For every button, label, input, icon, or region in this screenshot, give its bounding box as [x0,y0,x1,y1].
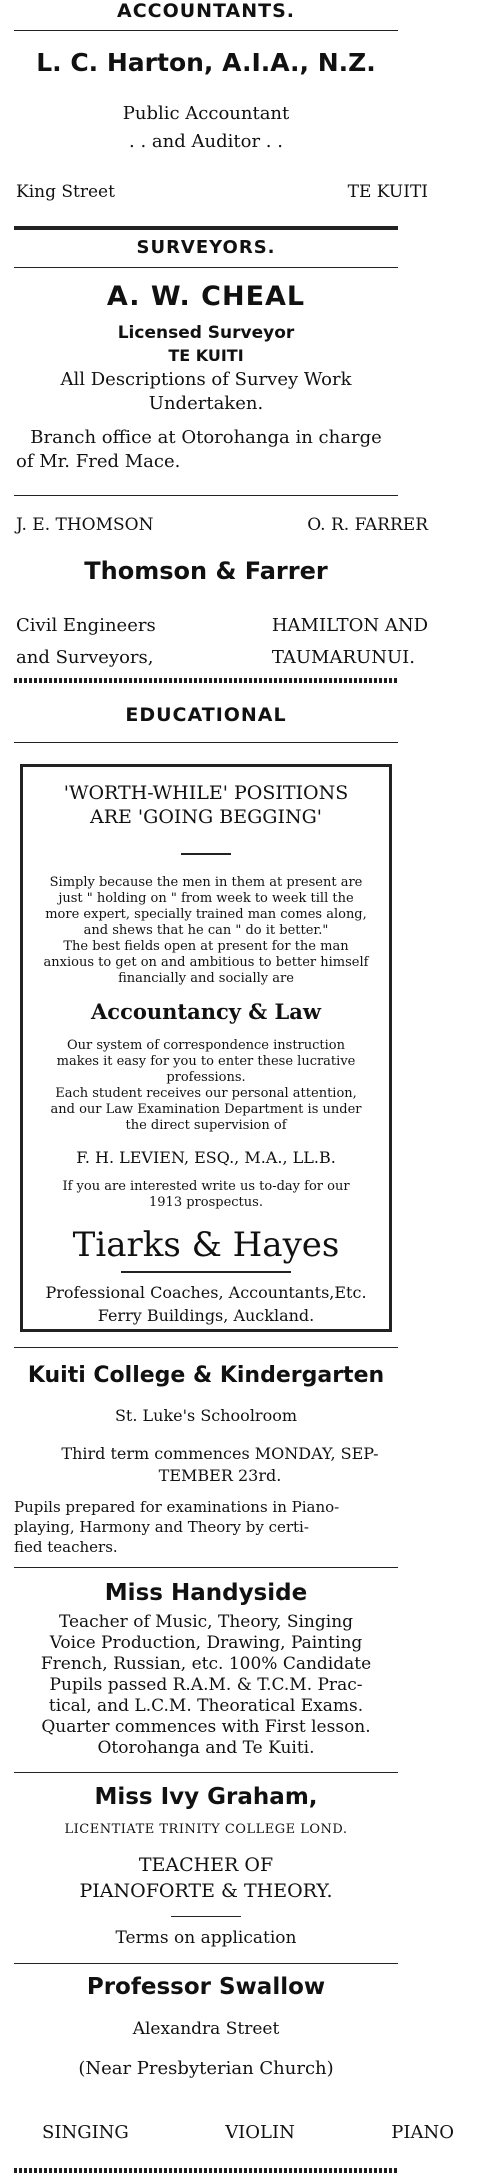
text-line: professions. [166,1070,246,1085]
text-line: PIANOFORTE & THEORY. [79,1880,333,1902]
educational-heading: EDUCATIONAL [125,704,287,726]
surveyor-desc-1: All Descriptions of Survey Work [60,369,352,390]
text-line: Each student receives our personal attention, [55,1086,357,1101]
dotted-divider [14,2168,398,2173]
text-line: Pupils passed R.A.M. & T.C.M. Prac- [49,1675,363,1695]
tiarks-hayes-ad [20,764,392,1332]
short-rule [181,853,231,855]
divider [14,1963,398,1964]
surveyor-desc-2: Undertaken. [148,393,264,414]
graham-teacher [0,1852,412,1904]
graham-terms: Terms on application [115,1928,297,1948]
divider [14,30,398,31]
text-line: 1913 prospectus. [149,1195,263,1210]
subject-singing: SINGING [42,2122,129,2143]
text-line: TEMBER 23rd. [158,1466,282,1485]
text-line: anxious to get on and ambitious to better himself [43,955,369,970]
text-line: playing, Harmony and Theory by certi- [14,1518,309,1536]
accountant-town: TE KUITI [347,182,428,202]
subject-violin: VIOLIN [225,2122,295,2143]
ad-para-3 [23,1179,389,1211]
text-line: TEACHER OF [138,1854,274,1876]
college-place: St. Luke's Schoolroom [114,1406,298,1425]
ad-para-1 [23,875,389,987]
accountant-name: L. C. Harton, A.I.A., N.Z. [36,48,376,77]
engineer-left-col [16,610,156,674]
text-line: Our system of correspondence instruction [66,1038,345,1053]
ad-supervisor: F. H. LEVIEN, ESQ., M.A., LL.B. [76,1148,336,1167]
engineer-firm: Thomson & Farrer [84,557,328,585]
surveyor-branch-1: Branch office at Otorohanga in charge [30,427,382,448]
text-line: Otorohanga and Te Kuiti. [97,1738,315,1758]
divider [14,267,398,268]
swallow-name: Professor Swallow [86,1974,326,2000]
ad-title-1: 'WORTH-WHILE' POSITIONS [63,782,349,804]
divider [14,1347,398,1348]
text-line: just " holding on " from week to week till the [58,891,354,906]
subject-piano: PIANO [391,2122,454,2143]
divider [14,495,398,496]
engineer-right-2: TAUMARUNUI. [271,647,415,668]
graham-credential: LICENTIATE TRINITY COLLEGE LOND. [64,1822,348,1837]
swallow-subjects [0,2122,496,2143]
graham-name: Miss Ivy Graham, [94,1784,318,1810]
accountant-line-1: Public Accountant [122,103,290,124]
text-line: Quarter commences with First lesson. [41,1717,371,1737]
college-name: Kuiti College & Kindergarten [27,1363,385,1388]
engineer-details [0,610,444,674]
dotted-divider [14,678,398,683]
swallow-street: Alexandra Street [132,2019,280,2039]
text-line: financially and socially are [118,971,294,986]
surveyor-title: Licensed Surveyor [117,323,295,343]
engineer-left-2: and Surveyors, [16,647,154,668]
surveyor-town: TE KUITI [168,346,244,365]
text-line: Third term commences MONDAY, SEP- [61,1444,379,1463]
ad-title-2: ARE 'GOING BEGGING' [90,806,322,828]
engineer-right-col [272,610,428,674]
short-rule [121,1271,291,1273]
surveyor-branch-2: of Mr. Fred Mace. [16,451,181,472]
text-line: Ferry Buildings, Auckland. [97,1306,315,1325]
divider [14,742,398,743]
surveyors-heading: SURVEYORS. [136,237,276,258]
short-rule [171,1916,241,1917]
divider [14,1567,398,1568]
text-line: and our Law Examination Department is under [50,1102,362,1117]
text-line: fied teachers. [14,1538,118,1556]
engineer-left-name: J. E. THOMSON [16,515,154,535]
engineer-left-1: Civil Engineers [16,615,156,636]
text-line: tical, and L.C.M. Theoratical Exams. [48,1696,364,1716]
text-line: French, Russian, etc. 100% Candidate [40,1654,372,1674]
text-line: Pupils prepared for examinations in Piano- [14,1498,340,1516]
text-line: makes it easy for you to enter these lucrative [56,1054,356,1069]
engineer-partners [0,515,444,535]
engineer-right-name: O. R. FARRER [307,515,428,535]
text-line: and shews that he can " do it better." [83,923,329,938]
ad-para-2 [23,1038,389,1134]
handyside-details [0,1612,412,1759]
surveyor-name: A. W. CHEAL [106,281,306,312]
text-line: The best fields open at present for the man [63,939,349,954]
text-line: Professional Coaches, Accountants,Etc. [45,1283,367,1302]
thick-divider [14,226,398,230]
accountant-street: King Street [16,182,115,202]
text-line: more expert, specially trained man comes along, [45,907,367,922]
ad-footer [23,1281,389,1327]
ad-title [23,781,389,829]
swallow-near: (Near Presbyterian Church) [78,2058,334,2079]
divider [14,1772,398,1773]
college-pupils [0,1497,440,1557]
text-line: Simply because the men in them at present are [49,875,363,890]
engineer-right-1: HAMILTON AND [271,615,428,636]
college-term [0,1443,440,1487]
text-line: Teacher of Music, Theory, Singing [58,1612,354,1632]
accountants-heading: ACCOUNTANTS. [116,0,296,22]
ad-subject: Accountancy & Law [90,999,321,1024]
accountant-line-2: . . and Auditor . . [129,131,283,152]
text-line: Voice Production, Drawing, Painting [49,1633,363,1653]
ad-firm: Tiarks & Hayes [72,1225,340,1265]
handyside-name: Miss Handyside [104,1580,308,1606]
accountant-address [0,182,444,202]
text-line: the direct supervision of [125,1118,287,1133]
text-line: If you are interested write us to-day for our [62,1179,350,1194]
